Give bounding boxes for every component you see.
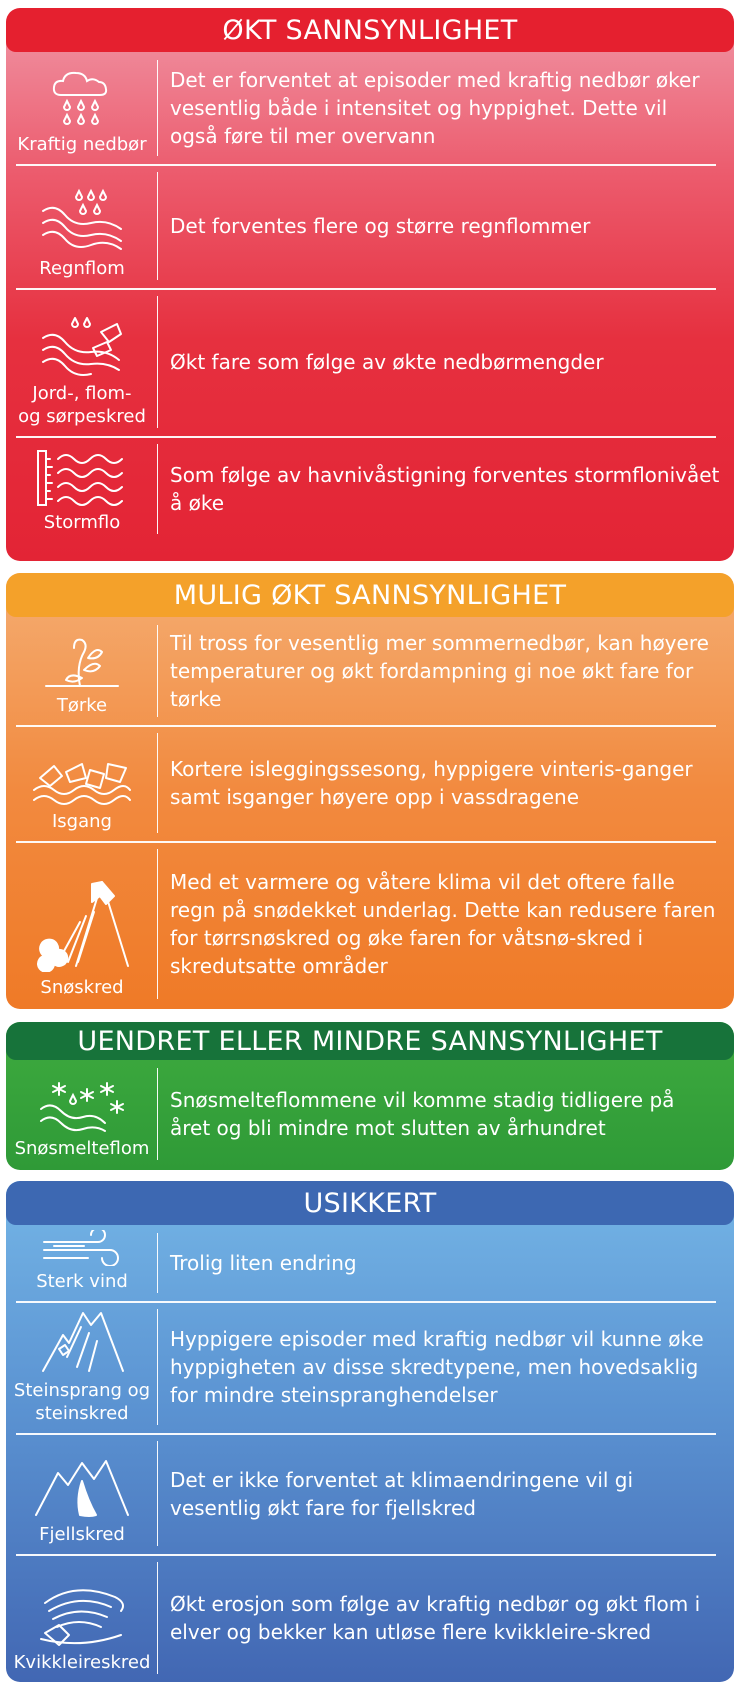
- hazard-label: Kraftig nedbør: [17, 134, 147, 155]
- hazard-label: Sterk vind: [36, 1271, 128, 1292]
- section-possible-increased-probability: [6, 573, 734, 1009]
- hazard-row-heavy-rain: [6, 52, 734, 164]
- rain-flood-icon: [39, 187, 125, 253]
- hazard-description: Det er ikke forventet at klimaendringene vil gi vesentlig økt fare for fjellskred: [170, 1467, 634, 1520]
- hazard-description: Snøsmelteflommene vil komme stadig tidligere på året og bli mindre mot slutten av århundret: [170, 1088, 675, 1140]
- hazard-label: Steinsprang og steinskred: [13, 1380, 151, 1424]
- hazard-row-drought: [6, 617, 734, 725]
- hazard-description: Til tross for vesentlig mer sommernedbør, kan høyere temperaturer og økt fordampning gi noe økt fare for tørke: [170, 631, 709, 711]
- hazard-row-rain-flood: [6, 164, 734, 288]
- section-increased-probability: [6, 8, 734, 561]
- hazard-label: Stormflo: [43, 512, 121, 533]
- avalanche-icon: [30, 876, 134, 972]
- rockfall-icon: [37, 1309, 127, 1375]
- hazard-description: Trolig liten endring: [170, 1251, 357, 1275]
- hazard-description: Kortere isleggingssesong, hyppigere vinteris-ganger samt isganger høyere opp i vassdragene: [170, 757, 693, 809]
- section-unchanged-or-lower-probability: [6, 1022, 734, 1170]
- storm-surge-icon: [32, 449, 132, 507]
- wind-icon: [40, 1230, 124, 1266]
- hazard-row-quick-clay: [6, 1554, 734, 1682]
- mountain-slide-icon: [32, 1457, 132, 1519]
- hazard-row-strong-wind: [6, 1225, 734, 1301]
- hazard-row-avalanche: [6, 841, 734, 1007]
- hazard-description: Det er forventet at episoder med kraftig nedbør øker vesentlig både i intensitet og hyppighet. Dette vil også føre til mer overvann: [170, 68, 700, 148]
- hazard-description: Det forventes flere og større regnflommer: [170, 214, 591, 238]
- heavy-rain-icon: [47, 69, 117, 129]
- hazard-label: Jord-, flom- og sørpeskred: [18, 383, 146, 427]
- hazard-label: Snøsmelteflom: [14, 1138, 150, 1159]
- hazard-label: Isgang: [52, 811, 112, 832]
- section-title: MULIG ØKT SANNSYNLIGHET: [6, 573, 734, 617]
- hazard-label: Snøskred: [40, 977, 124, 998]
- hazard-label: Kvikkleireskred: [13, 1652, 151, 1673]
- hazard-label: Tørke: [56, 695, 108, 716]
- section-title: USIKKERT: [6, 1181, 734, 1225]
- quick-clay-icon: [35, 1585, 129, 1647]
- landslide-icon: [39, 314, 125, 378]
- hazard-row-landslide: [6, 288, 734, 436]
- hazard-description: Hyppigere episoder med kraftig nedbør vil kunne øke hyppigheten av disse skredtypene, men hovedsaklig for mindre steinspranghendelser: [170, 1327, 704, 1407]
- drought-icon: [42, 636, 122, 690]
- hazard-row-mountain-slide: [6, 1433, 734, 1554]
- hazard-description: Med et varmere og våtere klima vil det oftere falle regn på snødekket underlag. Dette kan redusere faren for tørrsnøskred og øke faren for våtsnø-skred i skredutsatte områder: [170, 870, 716, 978]
- hazard-description: Økt erosjon som følge av kraftig nedbør og økt flom i elver og bekker kan utløse flere kvikkleire-skred: [170, 1592, 701, 1644]
- snowmelt-flood-icon: [37, 1079, 127, 1133]
- ice-run-icon: [30, 756, 134, 806]
- hazard-row-ice-run: [6, 725, 734, 841]
- hazard-row-rockfall: [6, 1301, 734, 1433]
- hazard-label: Regnflom: [39, 258, 125, 279]
- section-title: UENDRET ELLER MINDRE SANNSYNLIGHET: [6, 1022, 734, 1060]
- hazard-row-storm-surge: [6, 436, 734, 542]
- hazard-description: Som følge av havnivåstigning forventes stormflonivået å øke: [170, 463, 720, 515]
- section-title: ØKT SANNSYNLIGHET: [6, 8, 734, 52]
- section-uncertain: [6, 1181, 734, 1682]
- hazard-label: Fjellskred: [39, 1524, 125, 1545]
- hazard-row-snowmelt-flood: [6, 1060, 734, 1168]
- hazard-description: Økt fare som følge av økte nedbørmengder: [170, 350, 604, 374]
